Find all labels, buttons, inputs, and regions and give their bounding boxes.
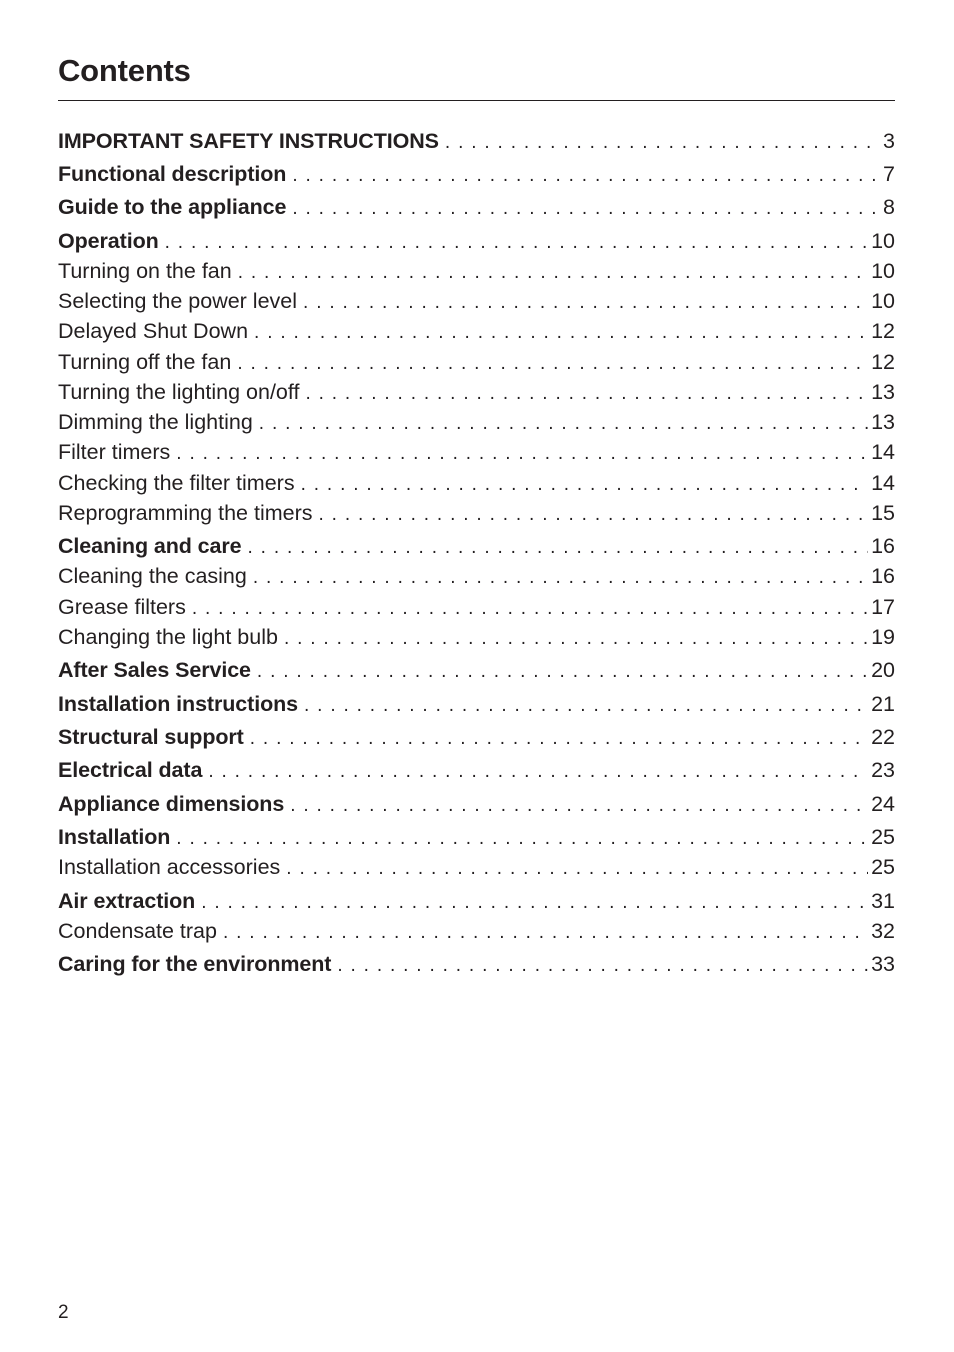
toc-entry-label: Turning on the fan (58, 259, 232, 283)
dot-leader (284, 624, 868, 654)
toc-entry-dimming-the-lighting[interactable] (58, 407, 895, 437)
toc-entry-page: 7 (883, 162, 895, 186)
toc-entry-page: 25 (871, 855, 895, 879)
dot-leader (250, 724, 868, 754)
toc-entry-operation[interactable] (58, 226, 895, 256)
toc-entry-checking-the-filter-timers[interactable] (58, 468, 895, 498)
toc-entry-page: 12 (871, 319, 895, 343)
dot-leader (305, 379, 868, 409)
dot-leader (319, 500, 869, 530)
toc-entry-page: 24 (871, 792, 895, 816)
toc-entry-label: Filter timers (58, 440, 171, 464)
toc-entry-important-safety-instructions[interactable] (58, 126, 895, 156)
toc-entry-label: Operation (58, 229, 159, 253)
dot-leader (301, 470, 868, 500)
toc-entry-installation-accessories[interactable] (58, 852, 895, 882)
toc-entry-guide-to-the-appliance[interactable] (58, 192, 895, 222)
toc-entry-condensate-trap[interactable] (58, 916, 895, 946)
toc-entry-installation-instructions[interactable] (58, 689, 895, 719)
toc-entry-cleaning-the-casing[interactable] (58, 561, 895, 591)
dot-leader (254, 318, 868, 348)
toc-entry-cleaning-and-care[interactable] (58, 531, 895, 561)
toc-entry-page: 3 (883, 129, 895, 153)
dot-leader (237, 349, 868, 379)
toc-entry-page: 33 (871, 952, 895, 976)
dot-leader (248, 533, 869, 563)
dot-leader (176, 824, 868, 854)
toc-entry-label: Installation instructions (58, 692, 298, 716)
toc-entry-page: 20 (871, 658, 895, 682)
toc-entry-page: 32 (871, 919, 895, 943)
toc-entry-grease-filters[interactable] (58, 592, 895, 622)
toc-entry-page: 12 (871, 350, 895, 374)
toc-entry-page: 15 (871, 501, 895, 525)
toc-entry-caring-for-the-environment[interactable] (58, 949, 895, 979)
toc-entry-page: 16 (871, 564, 895, 588)
toc-entry-filter-timers[interactable] (58, 437, 895, 467)
toc-entry-label: Functional description (58, 162, 287, 186)
toc-entry-page: 21 (871, 692, 895, 716)
toc-entry-page: 14 (871, 471, 895, 495)
toc-entry-label: Guide to the appliance (58, 195, 287, 219)
toc-entry-label: Air extraction (58, 889, 196, 913)
toc-entry-reprogramming-the-timers[interactable] (58, 498, 895, 528)
dot-leader (290, 791, 868, 821)
dot-leader (286, 854, 868, 884)
dot-leader (304, 691, 868, 721)
toc-entry-label: Reprogramming the timers (58, 501, 313, 525)
dot-leader (208, 757, 868, 787)
toc-entry-installation[interactable] (58, 822, 895, 852)
toc-entry-selecting-the-power-level[interactable] (58, 286, 895, 316)
toc-entry-page: 16 (871, 534, 895, 558)
toc-entry-page: 17 (871, 595, 895, 619)
dot-leader (445, 128, 880, 158)
toc-entry-label: Appliance dimensions (58, 792, 285, 816)
toc-entry-turning-off-the-fan[interactable] (58, 347, 895, 377)
toc-entry-page: 13 (871, 410, 895, 434)
toc-entry-after-sales-service[interactable] (58, 655, 895, 685)
dot-leader (223, 918, 868, 948)
page-number: 2 (58, 1302, 69, 1323)
dot-leader (238, 258, 868, 288)
dot-leader (257, 657, 868, 687)
toc-entry-label: Installation (58, 825, 171, 849)
toc-entry-electrical-data[interactable] (58, 755, 895, 785)
toc-entry-turning-the-lighting-on-off[interactable] (58, 377, 895, 407)
toc-entry-label: Structural support (58, 725, 244, 749)
dot-leader (337, 951, 868, 981)
toc-entry-structural-support[interactable] (58, 722, 895, 752)
dot-leader (292, 161, 880, 191)
toc-entry-label: Installation accessories (58, 855, 281, 879)
dot-leader (303, 288, 868, 318)
toc-entry-page: 14 (871, 440, 895, 464)
toc-entry-appliance-dimensions[interactable] (58, 789, 895, 819)
toc-entry-page: 10 (871, 259, 895, 283)
toc-entry-delayed-shut-down[interactable] (58, 316, 895, 346)
toc-entry-page: 10 (871, 289, 895, 313)
dot-leader (165, 228, 868, 258)
dot-leader (176, 439, 868, 469)
toc-entry-label: Dimming the lighting (58, 410, 253, 434)
toc-entry-functional-description[interactable] (58, 159, 895, 189)
toc-entry-page: 13 (871, 380, 895, 404)
toc-entry-label: Selecting the power level (58, 289, 298, 313)
toc-entry-changing-the-light-bulb[interactable] (58, 622, 895, 652)
toc-entry-page: 19 (871, 625, 895, 649)
toc-entry-page: 10 (871, 229, 895, 253)
title-divider (58, 100, 895, 101)
dot-leader (292, 194, 880, 224)
toc-entry-label: Caring for the environment (58, 952, 332, 976)
toc-entry-label: Delayed Shut Down (58, 319, 249, 343)
toc-entry-page: 25 (871, 825, 895, 849)
dot-leader (259, 409, 868, 439)
toc-entry-label: Grease filters (58, 595, 186, 619)
toc-entry-label: Cleaning and care (58, 534, 242, 558)
toc-entry-page: 31 (871, 889, 895, 913)
toc-entry-page: 8 (883, 195, 895, 219)
toc-entry-turning-on-the-fan[interactable] (58, 256, 895, 286)
toc-entry-page: 23 (871, 758, 895, 782)
toc-entry-label: Turning off the fan (58, 350, 232, 374)
toc-entry-label: Turning the lighting on/off (58, 380, 300, 404)
toc-entry-label: Changing the light bulb (58, 625, 278, 649)
toc-entry-label: Checking the filter timers (58, 471, 295, 495)
page-title: Contents (58, 53, 191, 88)
toc-entry-label: After Sales Service (58, 658, 251, 682)
toc-entry-air-extraction[interactable] (58, 886, 895, 916)
toc-entry-page: 22 (871, 725, 895, 749)
dot-leader (253, 563, 868, 593)
dot-leader (201, 888, 868, 918)
toc-entry-label: Electrical data (58, 758, 203, 782)
dot-leader (192, 594, 868, 624)
toc-entry-label: Condensate trap (58, 919, 217, 943)
toc-entry-label: IMPORTANT SAFETY INSTRUCTIONS (58, 129, 439, 153)
toc-entry-label: Cleaning the casing (58, 564, 247, 588)
